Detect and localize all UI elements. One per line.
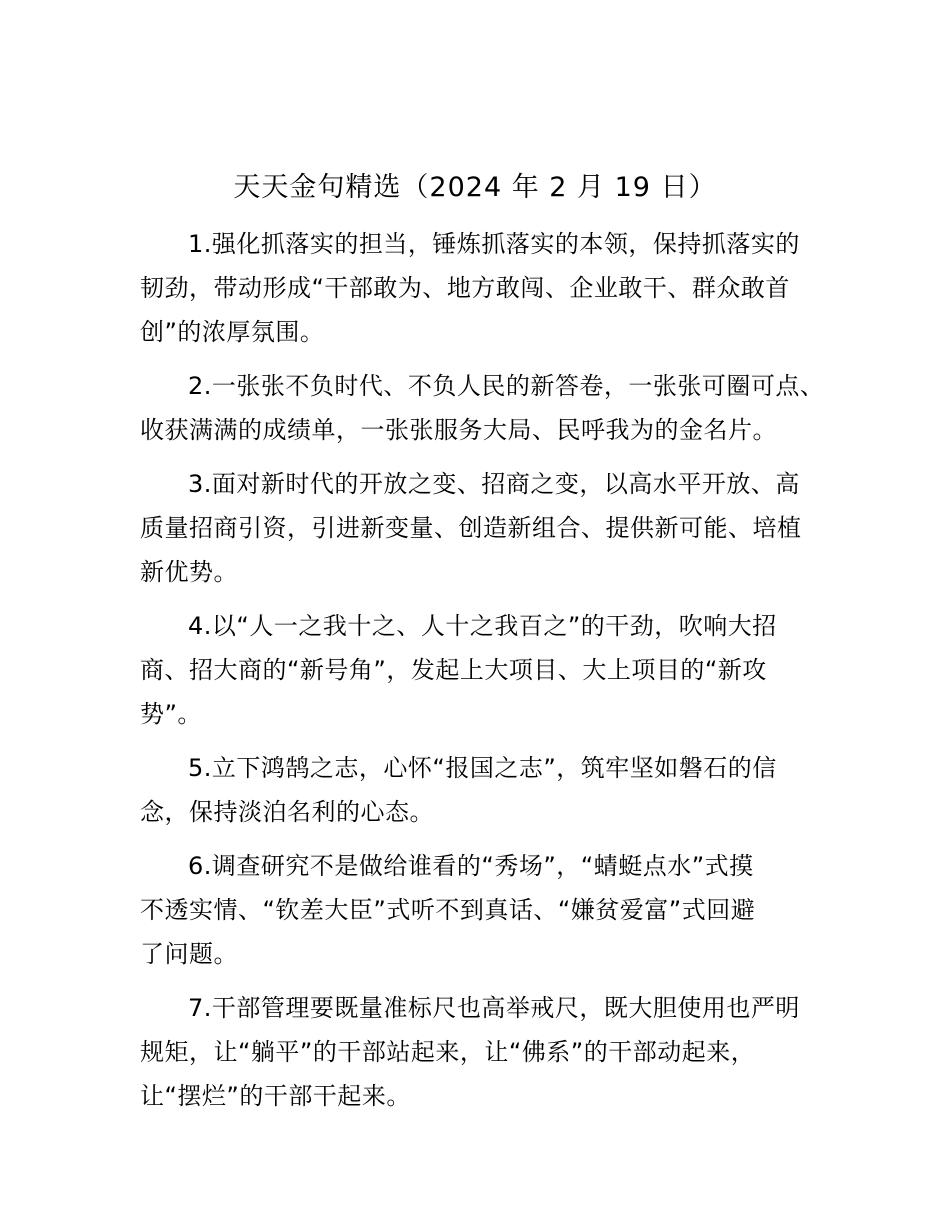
paragraph-line: 1.强化抓落实的担当，锤炼抓落实的本领，保持抓落实的 xyxy=(188,230,800,258)
paragraph-4 xyxy=(140,604,820,736)
paragraph-line: 6.调查研究不是做给谁看的“秀场”，“蜻蜓点水”式摸 xyxy=(188,852,754,880)
paragraph-7 xyxy=(140,986,820,1118)
paragraph-line: 7.干部管理要既量准标尺也高举戒尺，既大胆使用也严明 xyxy=(188,994,800,1022)
paragraph-line: 3.面对新时代的开放之变、招商之变，以高水平开放、高 xyxy=(188,470,800,498)
paragraph-2 xyxy=(140,364,825,452)
document-title: 天天金句精选（2024 年 2 月 19 日） xyxy=(233,172,717,203)
paragraph-line: 收获满满的成绩单，一张张服务大局、民呼我为的金名片。 xyxy=(140,416,777,444)
paragraph-line: 了问题。 xyxy=(140,940,238,968)
paragraph-line: 5.立下鸿鹄之志，心怀“报国之志”，筑牢坚如磐石的信 xyxy=(188,754,777,782)
paragraph-line: 新优势。 xyxy=(140,558,238,586)
document-body xyxy=(140,222,825,1128)
paragraph-line: 创”的浓厚氛围。 xyxy=(140,318,325,346)
paragraph-line: 商、招大商的“新号角”，发起上大项目、大上项目的“新攻 xyxy=(140,656,767,684)
paragraph-line: 韧劲，带动形成“干部敢为、地方敢闯、企业敢干、群众敢首 xyxy=(140,274,790,302)
paragraph-line: 念，保持淡泊名利的心态。 xyxy=(140,798,434,826)
paragraph-line: 2.一张张不负时代、不负人民的新答卷，一张张可圈可点、 xyxy=(188,372,825,400)
paragraph-line: 势”。 xyxy=(140,700,202,728)
paragraph-3 xyxy=(140,462,820,594)
paragraph-6 xyxy=(140,844,820,976)
paragraph-line: 4.以“人一之我十之、人十之我百之”的干劲，吹响大招 xyxy=(188,612,777,640)
paragraph-line: 让“摆烂”的干部干起来。 xyxy=(140,1082,411,1110)
paragraph-line: 不透实情、“钦差大臣”式听不到真话、“嫌贫爱富”式回避 xyxy=(140,896,756,924)
paragraph-line: 规矩，让“躺平”的干部站起来，让“佛系”的干部动起来， xyxy=(140,1038,756,1066)
paragraph-1 xyxy=(140,222,820,354)
paragraph-5 xyxy=(140,746,820,834)
paragraph-line: 质量招商引资，引进新变量、创造新组合、提供新可能、培植 xyxy=(140,514,802,542)
